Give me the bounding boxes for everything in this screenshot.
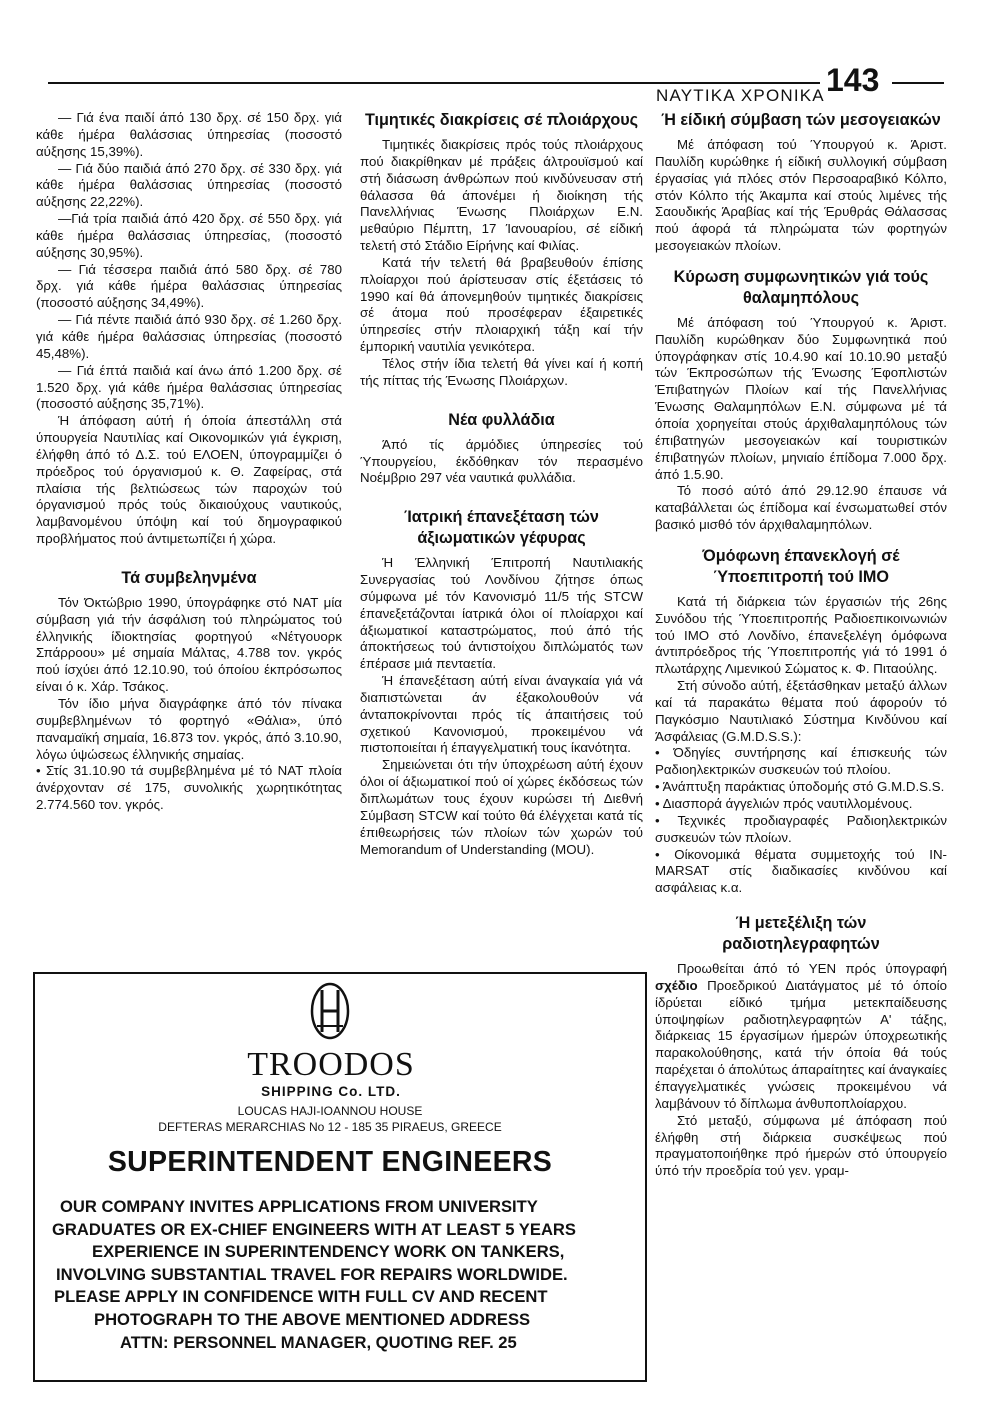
ad-body [52,1196,648,1354]
article-paragraph: Τόν Όκτώβριο 1990, ύπογράφηκε στό ΝΑΤ μία σύμβαση γιά τήν άσφάλιση τού πληρώματος τού έλληνικής ίδιοκτησίας φορτηγού «Νέτγουορκ Σπάρροου» μέ σημαία Μάλτας, 4.788 τον. γκρός πού ίσχύει άπό 12.10.90, τού όποίου έκπρόσωπος είναι ό κ. Χάρ. Τσάκος. [36,594,342,695]
company-address: DEFTERAS MERARCHIAS No 12 - 185 35 PIRAEUS, GREECE [158,1120,502,1134]
allowance-item: — Γιά πέντε παιδιά άπό 930 δρχ. σέ 1.260 δρχ. γιά κάθε ήμέρα θαλάσσιας ύπηρεσίας (ποσοστό 45,48%). [36,312,342,361]
ad-line: GRADUATES OR EX-CHIEF ENGINEERS WITH AT LEAST 5 YEARS [52,1219,576,1239]
article-paragraph: Μέ άπόφαση τού Ύπουργού κ. Άριστ. Παυλίδη κυρώθηκε ή είδική συλλογική σύμβαση έργασίας γιά πλόες στόν Περσοαραβικό Κόλπο, στόν Κόλπο τής Άκαμπα καί στούς λιμένες τής Σαουδικής Άραβίας καί τής Έρυθράς Θάλασσας πού άφορά τά πληρώματα τών φορτηγών μεσογειακών πλοίων. [655,137,947,254]
job-title: SUPERINTENDENT ENGINEERS [107,1146,553,1178]
article-paragraph: Κατά τή διάρκεια τών έργασιών τής 26ης Συνόδου τής Ύποεπιτροπής Ραδιοεπικοινωνιών τού ΙΜΟ στό Λονδίνο, έπανεξελέγη όμόφωνα άντιπρόεδρος τής Ύποεπιτροπής γιά τό 1991 ό πλωτάρχης Λιμενικού Σώματος κ. Φ. Πιταούλης. [655,593,947,677]
ad-line: PHOTOGRAPH TO THE ABOVE MENTIONED ADDRESS [94,1309,531,1329]
troodos-logo-icon [309,980,351,1042]
header-rule-left [48,82,820,84]
ad-line: ATTN: PERSONNEL MANAGER, QUOTING REF. 25 [120,1332,517,1352]
section-title-honors: Τιμητικές διακρίσεις σέ πλοιάρχους [364,111,639,129]
paragraph-end: Προεδρικού Διατάγματος μέ τό όποίο ίδρύεται είδικό τμήμα μετεκπαίδευσης ύποψηφίων ραδιοτηλεγραφητών Α' τάξης, διάρκειας 15 έργασίμων ήμερών ύποχρεωτικής παρακολούθησης, κατά τήν όποία θά τούς παρέχεται ό άπολύτως άπαραίτητες καί άναγκαίες έπαγγελματικές γνώσεις προκειμένου νά λαμβάνουν τό δίπλωμα άνθυποπλοίαρχου. [655,977,947,1111]
article-paragraph: Τόν ίδιο μήνα διαγράφηκε άπό τόν πίνακα συμβεβλημένων τό φορτηγό «Θάλια», ύπό παναμαϊκή σημαία, 16.873 τον. γκρός, άπό 3.10.90, λόγω ύψώσεως έλληνικής σημαίας. [36,696,342,762]
bold-word: σχέδιο [655,977,698,993]
article-paragraph: Ή έπανεξέταση αύτή είναι άναγκαία γιά νά διαπιστώνεται άν έξακολουθούν νά άνταποκρίνονται πρός τίς άπαιτήσεις τού σχετικού Κανονισμού, προκειμένου νά πιστοποιείται ή έπαγγελματική τους ίκανότητα. [360,673,643,756]
company-subtitle: SHIPPING Co. LTD. [261,1084,401,1099]
allowance-item: — Γιά δύο παιδιά άπό 270 δρχ. σέ 330 δρχ. γιά κάθε ήμέρα θαλάσσιας ύπηρεσίας (ποσοστό αύξησης 22,22%). [36,160,342,210]
decision-paragraph: Ή άπόφαση αύτή ή όποία άπεστάλλη στά ύπουργεία Ναυτιλίας καί Οικονομικών γιά έγκριση, έλήφθη άπό τό Δ.Σ. τού ΕΛΟΕΝ, ύπογραμμίζει ό πρόεδρος τού όργανισμού κ. Θ. Ζαφείρας, στά πλαίσια τής βελτιώσεως τών παροχών τού όργανισμού πρός τούς δικαιούχους ναυτικούς, λαμβανομένου ύπόψη καί τού δημογραφικού προβλήματος πού άντιμετωπίζει ή χώρα. [36,413,342,547]
bullet-item: • Οίκονομικά θέματα συμμετοχής τού ΙΝ-MARSAT στίς διαδικασίες κινδύνου καί ασφάλειας κ.α. [655,846,947,896]
bullet-item: • Άνάπτυξη παράκτιας ύποδομής στό G.M.D.S.S. [655,779,945,795]
column-1 [36,110,342,814]
ad-line: PLEASE APPLY IN CONFIDENCE WITH FULL CV AND RECENT [54,1287,548,1307]
section-title-contracted: Τά συμβεληνμένα [121,568,257,587]
ad-line: EXPERIENCE IN SUPERINTENDENCY WORK ON TANKERS, [92,1242,565,1262]
article-paragraph: Στό μεταξύ, σύμφωνα μέ άπόφαση πού έλήφθη στή διάρκεια συσκέψεως πού πραγματοποιήθηκε πρό ήμερών στό ύπουργείο ύπό τήν προεδρία τού γεν. γραμ- [655,1112,947,1179]
section-title-stewards: Κύρωση συμφωνητικών γιά τούς θαλαμηπόλους [673,267,929,307]
article-paragraph [655,961,947,1113]
article-paragraph: Τιμητικές διακρίσεις πρός τούς πλοιάρχους πού διακρίθηκαν μέ πράξεις άλτρουϊσμού καί στή διάσωση άνθρώπων πού κινδύνευσαν στή θάλασσα θά άπονέμει ή διοίκηση τής Πανελλήνιας Ένωσης Πλοιάρχων Ε.Ν. μεθαύριο Πέμπτη, 17 Ίανουαρίου, σέ είδική τελετή στό Στάδιο Είρήνης καί Φιλίας. [360,137,643,254]
allowance-item: — Γιά τέσσερα παιδιά άπό 580 δρχ. σέ 780 δρχ. γιά κάθε ήμέρα θαλάσσιας ύπηρεσίας (ποσοστό αύξησης 34,49%). [36,261,342,311]
ad-line: INVOLVING SUBSTANTIAL TRAVEL FOR REPAIRS WORLDWIDE. [56,1264,568,1284]
article-paragraph: Τέλος στήν ίδια τελετή θά γίνει καί ή κοπή τής πίττας τής Ένωσης Πλοιάρχων. [360,355,643,388]
article-paragraph: Ή Έλληνική Έπιτροπή Ναυτιλιακής Συνεργασίας τού Λονδίνου ζήτησε όπως σύμφωνα μέ τόν Κανονισμό 11/5 τής STCW έπανεξετάζονται ίατρικά όλοι οί πλοίαρχοι καί άξιωματικοί καταστρώματος, πού άπό τής άποκτήσεως τού άντιστοίχου διπλώματός των έπέρασε μιά πενταετία. [360,555,643,672]
allowance-item: — Γιά έπτά παιδιά καί άνω άπό 1.200 δρχ. σέ 1.520 δρχ. γιά κάθε ήμέρα θαλάσσιας ύπηρεσίας (ποσοστό αύξησης 35,71%). [36,362,342,412]
section-title-medical: Ίατρική έπανεξέταση τών άξιωματικών γέφυρας [404,508,599,548]
article-paragraph: Τό ποσό αύτό άπό 29.12.90 έπαυσε νά καταβάλλεται ώς έπίδομα καί ένσωματωθεί στόν βασικό μισθό τόν άρχιθαλαμηπόλων. [655,483,947,533]
article-paragraph: Κατά τήν τελετή θά βραβευθούν έπίσης πλοίαρχοι πού άρίστευσαν στίς έξετάσεις τό 1990 καί θά άπονεμηθούν τιμητικές διακρίσεις σέ άτομα πού προσέφεραν έξαιρετικές ύπηρεσίες στήν πλοιαρχική τάξη καί τήν έμπορική ναυτιλία γενικότερα. [360,254,643,355]
bullet-item: • Όδηγίες συντήρησης καί έπισκευής τών Ραδιοηλεκτρικών συσκευών τού πλοίου. [655,745,947,778]
paragraph-start: Προωθείται άπό τό ΥΕΝ πρός ύπογραφή [677,961,947,977]
section-title-imo: Όμόφωνη έπανεκλογή σέ Ύποεπιτροπή τού ΙΜΟ [702,546,900,586]
allowance-item: —Γιά τρία παιδιά άπό 420 δρχ. σέ 550 δρχ. γιά κάθε ήμέρα θαλάσσιας ύπηρεσίας, (ποσοστό αύξησης 30,95%). [36,211,342,260]
magazine-title: ΝΑΥΤΙΚΑ ΧΡΟΝΙΚΑ [656,86,825,105]
bullet-item: • Τεχνικές προδιαγραφές Ραδιοηλεκτρικών συσκευών τών πλοίων. [655,812,947,845]
section-title-radio-operators: Ή μετεξέλιξη τών ραδιοτηλεγραφητών [722,914,880,954]
article-paragraph: Άπό τίς άρμόδιες ύπηρεσίες τού Ύπουργείου, έκδόθηκαν τόν περασμένο Νοέμβριο 297 νέα ναυτικά φυλλάδια. [360,436,643,486]
article-paragraph: Μέ άπόφαση τού Ύπουργού κ. Άριστ. Παυλίδη κυρώθηκαν δύο Συμφωνητικά πού ύπογράφηκαν στίς 10.4.90 καί 10.10.90 μεταξύ τών Έκπροσώπων τής Ένωσης Έφοπλιστών Έπιβατηγών Πλοίων καί τής Πανελλήνιας Ένωσης Θαλαμηπόλων Ε.Ν. σύμφωνα μέ τά όποία χορηγείται στούς άρχιθαλαμηπόλους τών έπιβατηγών μεσογειακών καί τουριστικών έπιβατηγών πλοίων, μηνιαίο έπίδομα 7.000 δρχ. άπό 1.5.90. [655,314,947,482]
article-paragraph: Στή σύνοδο αύτή, έξετάσθηκαν μεταξύ άλλων καί τά παρακάτω θέματα πού άφορούν τό Παγκόσμιο Ναυτιλιακό Σύστημα Κινδύνου καί Άσφάλειας (G.M.D.S.S.): [655,678,947,744]
ad-line: OUR COMPANY INVITES APPLICATIONS FROM UNIVERSITY [60,1197,538,1216]
bullet-item: • Διασπορά άγγελιών πρός ναυτιλλομένους. [655,796,913,811]
section-title-special-contract: Ή είδική σύμβαση τών μεσογειακών [661,111,941,129]
company-name: TROODOS [247,1046,415,1083]
column-3 [655,110,947,1180]
article-paragraph: • Στίς 31.10.90 τά συμβεβλημένα μέ τό ΝΑΤ πλοία άνέρχονταν σέ 175, συνολικής χωρητικότητας 2.774.560 τον. γκρός. [36,763,342,813]
company-house: LOUCAS HAJI-IOANNOU HOUSE [237,1104,423,1118]
page-number: 143 [826,62,880,98]
header-rule-right [892,82,944,84]
section-title-leaflets: Νέα φυλλάδια [448,410,555,429]
column-2 [360,110,643,858]
article-paragraph: Σημειώνεται ότι τήν ύποχρέωση αύτή έχουν όλοι οί άξιωματικοί πού οί χώρες έκδόσεως τών διπλωμάτων τους έχουν κυρώσει τή Διεθνή Σύμβαση STCW καί τούτο θά έλέγχεται κατά τίς έπιθεωρήσεις τών πλοίων τών χωρών τού Memorandum of Understanding (MOU). [360,757,643,857]
allowance-item: — Γιά ένα παιδί άπό 130 δρχ. σέ 150 δρχ. γιά κάθε ήμέρα θαλάσσιας ύπηρεσίας (ποσοστό αύξησης 15,39%). [36,110,342,159]
